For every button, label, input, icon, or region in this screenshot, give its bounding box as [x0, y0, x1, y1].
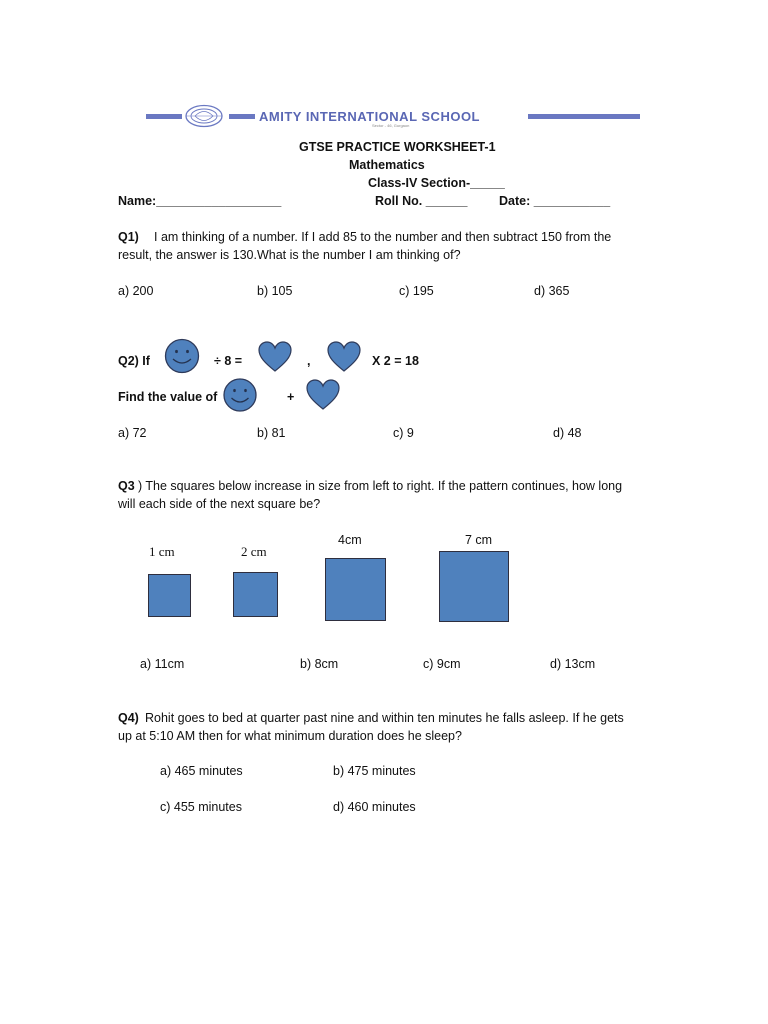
q3-option-b: b) 8cm [300, 657, 339, 671]
heart-icon [257, 340, 293, 374]
q1-text-line1: I am thinking of a number. If I add 85 to the number and then subtract 150 from the [154, 230, 612, 244]
roll-no-field: Roll No. ______ [375, 194, 468, 208]
q4-option-c: c) 455 minutes [160, 800, 242, 814]
q1-label: Q1) [118, 230, 139, 244]
q3-label: Q3 [118, 479, 135, 493]
q4-option-d: d) 460 minutes [333, 800, 416, 814]
worksheet-title: GTSE PRACTICE WORKSHEET-1 [299, 140, 496, 154]
q1-option-b: b) 105 [257, 284, 293, 298]
q3-option-c: c) 9cm [423, 657, 461, 671]
q2-find-text: Find the value of [118, 390, 218, 404]
q1-option-d: d) 365 [534, 284, 570, 298]
banner-band-middle [229, 114, 255, 119]
q2-comma: , [307, 354, 311, 368]
name-field: Name:__________________ [118, 194, 282, 208]
square-label-1: 1 cm [149, 544, 175, 559]
q1-text-line2: result, the answer is 130.What is the number I am thinking of? [118, 248, 461, 262]
smiley-face-icon [222, 377, 258, 413]
q2-option-b: b) 81 [257, 426, 286, 440]
heart-icon [305, 378, 341, 412]
q2-option-c: c) 9 [393, 426, 414, 440]
banner-band-right [528, 114, 640, 119]
q1-option-c: c) 195 [399, 284, 434, 298]
subject-title: Mathematics [349, 158, 425, 172]
q3-text-line1: ) The squares below increase in size from left to right. If the pattern continues, how long [138, 479, 623, 493]
square-label-4: 7 cm [465, 533, 493, 547]
q4-option-a: a) 465 minutes [160, 764, 243, 778]
school-subtitle: Sector - 46, Gurgaon [372, 123, 410, 128]
q4-text-line1: Rohit goes to bed at quarter past nine and within ten minutes he falls asleep. If he gets [145, 711, 624, 725]
school-banner [146, 104, 640, 130]
square-1cm [148, 574, 191, 617]
q2-option-d: d) 48 [553, 426, 582, 440]
q2-plus: + [287, 390, 295, 404]
q2-label: Q2) If [118, 354, 150, 368]
school-seal-icon [184, 104, 224, 128]
square-2cm [233, 572, 278, 617]
q1-option-a: a) 200 [118, 284, 154, 298]
q4-option-b: b) 475 minutes [333, 764, 416, 778]
q3-option-a: a) 11cm [140, 657, 185, 671]
square-7cm [439, 551, 509, 622]
q2-times-text: X 2 = 18 [372, 354, 419, 368]
heart-icon [326, 340, 362, 374]
q3-option-d: d) 13cm [550, 657, 596, 671]
square-label-3: 4cm [338, 533, 362, 547]
class-section-field: Class-IV Section-_____ [368, 176, 505, 190]
date-field: Date: ___________ [499, 194, 611, 208]
q3-text-line2: will each side of the next square be? [118, 497, 321, 511]
square-label-2: 2 cm [241, 544, 267, 559]
school-name: AMITY INTERNATIONAL SCHOOL [259, 109, 480, 124]
q2-divide-text: ÷ 8 = [214, 354, 243, 368]
q4-text-line2: up at 5:10 AM then for what minimum duration does he sleep? [118, 729, 462, 743]
q4-label: Q4) [118, 711, 139, 725]
q2-option-a: a) 72 [118, 426, 147, 440]
smiley-face-icon [163, 338, 201, 374]
square-4cm [325, 558, 386, 621]
banner-band-left [146, 114, 182, 119]
